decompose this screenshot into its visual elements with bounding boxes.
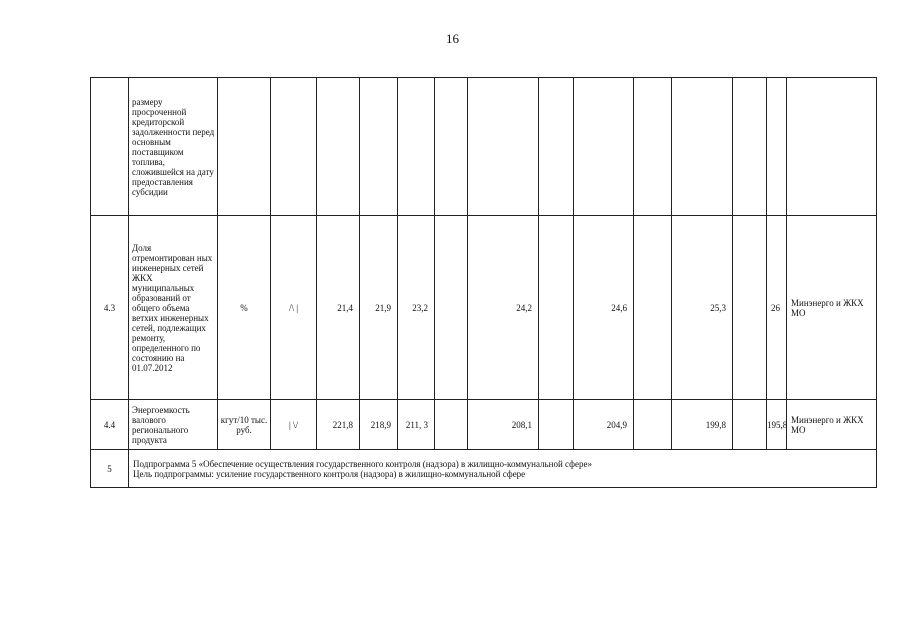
indicator-name: Доля отремонтирован ных инженерных сетей ЖКХ муниципальных образований от общего объема ветхих инженерных сетей, подлежащих ремонту, определенного по состоянию на 01.07.2012 xyxy=(129,216,218,400)
indicator-name: размеру просроченной кредиторской задолженности перед основным поставщиком топлива, сложившейся на дату предоставления субсидии xyxy=(129,78,218,216)
value-cell xyxy=(539,400,574,450)
value-cell: 21,9 xyxy=(360,216,398,400)
value-cell: 23,2 xyxy=(398,216,435,400)
value-cell xyxy=(634,78,672,216)
value-cell xyxy=(435,216,468,400)
subprogram-row xyxy=(91,450,877,488)
value-cell xyxy=(634,216,672,400)
responsible-cell: Минэнерго и ЖКХ МО xyxy=(787,216,877,400)
trend-cell: /\ | xyxy=(271,216,317,400)
value-cell: 24,6 xyxy=(574,216,634,400)
row-number xyxy=(91,78,129,216)
value-cell xyxy=(435,400,468,450)
value-cell xyxy=(733,216,767,400)
row-number: 5 xyxy=(91,450,129,488)
trend-cell xyxy=(271,78,317,216)
value-cell: 221,8 xyxy=(317,400,360,450)
value-cell xyxy=(733,78,767,216)
subprogram-description xyxy=(129,450,877,488)
unit-cell: кгут/10 тыс. руб. xyxy=(218,400,271,450)
value-cell xyxy=(398,78,435,216)
value-cell xyxy=(539,216,574,400)
responsible-cell: Минэнерго и ЖКХ МО xyxy=(787,400,877,450)
value-cell: 218,9 xyxy=(360,400,398,450)
value-cell: 199,8 xyxy=(672,400,733,450)
value-cell: 24,2 xyxy=(468,216,539,400)
value-cell: 204,9 xyxy=(574,400,634,450)
value-cell: 25,3 xyxy=(672,216,733,400)
unit-cell: % xyxy=(218,216,271,400)
value-cell: 211, 3 xyxy=(398,400,435,450)
indicator-name: Энергоемкость валового регионального продукта xyxy=(129,400,218,450)
value-cell xyxy=(435,78,468,216)
responsible-cell xyxy=(787,78,877,216)
value-cell xyxy=(767,78,787,216)
value-cell xyxy=(468,78,539,216)
page-number: 16 xyxy=(446,31,459,46)
value-cell: 208,1 xyxy=(468,400,539,450)
value-cell xyxy=(317,78,360,216)
row-number: 4.4 xyxy=(91,400,129,450)
table-row xyxy=(91,216,877,400)
value-cell: 195,8 xyxy=(767,400,787,450)
row-number: 4.3 xyxy=(91,216,129,400)
unit-cell xyxy=(218,78,271,216)
value-cell xyxy=(634,400,672,450)
value-cell xyxy=(360,78,398,216)
value-cell xyxy=(539,78,574,216)
value-cell xyxy=(672,78,733,216)
value-cell xyxy=(733,400,767,450)
table-row xyxy=(91,400,877,450)
trend-cell: | \/ xyxy=(271,400,317,450)
value-cell: 21,4 xyxy=(317,216,360,400)
subprogram-title: Подпрограмма 5 «Обеспечение осуществления государственного контроля (надзора) в жилищно-коммунальной сфере» xyxy=(133,458,592,469)
value-cell xyxy=(574,78,634,216)
subprogram-goal: Цель подпрограммы: усиление государственного контроля (надзора) в жилищно-коммунальной сфере xyxy=(133,468,526,479)
value-cell: 26 xyxy=(767,216,787,400)
indicators-table xyxy=(90,77,877,488)
table-row xyxy=(91,78,877,216)
